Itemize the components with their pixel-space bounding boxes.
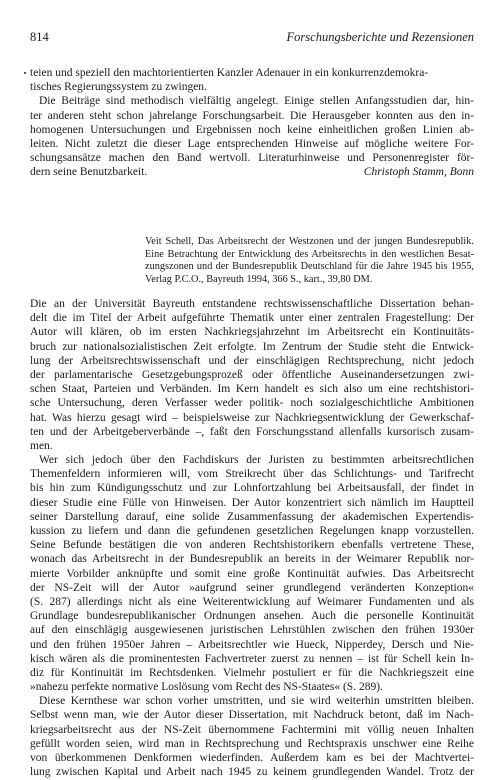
text-line: wonach das Arbeitsrecht in der Bundesrepublik an bereits in der Weimarer Republik nor- [30,553,474,566]
text-line: der parlamentarische Gesetzgebungsprozeß oder öffentliche Auseinandersetzungen zwi- [30,368,474,381]
text-line: diz für Kontinuität im Rechtsdenken. Vielmehr postuliert er für die Nachkriegszeit eine [30,666,474,679]
margin-mark [24,72,26,74]
text-line: gefüllt worden seien, wird man in Rechtsprechung und Rechtspraxis unschwer eine Reihe [30,737,474,750]
reference-line: Verlag P.C.O., Bayreuth 1994, 366 S., kart., 39,80 DM. [145,273,373,285]
text-line: dieser Studie eine Fülle von Hinweisen. Der Autor konzentriert sich nämlich im Hauptteil [30,496,474,509]
reference-line: zungszonen und der Bundesrepublik Deutschland für die Jahre 1945 bis 1955, [145,261,474,273]
text-line: Autor will klären, ob im ersten Nachkriegsjahrzehnt im Arbeitsrecht ein Kontinuitäts- [30,326,474,339]
page-number: 814 [30,30,49,44]
review-body [30,297,474,779]
text-line: der NS-Zeit will der Autor »aufgrund seiner grundlegend veränderten Konzeption« [30,581,474,594]
text-line: ten und der Arbeitgeberverbände –, faßt den Forschungsstand allenfalls kursorisch zusam- [30,425,474,438]
text-line: Selbst wenn man, wie der Autor dieser Dissertation, mit Nachdruck betont, daß im Nach- [30,709,474,722]
text-line: seiner Darstellung darauf, eine solide Zusammenfassung der akademischen Expertendis- [30,510,474,523]
page-header [30,30,474,46]
text-line: sche Untersuchung, deren Verfasser weder politik- noch sozialgeschichtliche Ambitionen [30,397,474,410]
text-line: Seine Befunde bestätigen die von anderen Rechtshistorikern ebenfalls vertretene These, [30,539,474,552]
text-line: homogenen Untersuchungen und Ergebnissen noch keine einheitlichen großen Linien ab- [30,123,474,136]
text-line: mierte Vorbilder anknüpfte und somit eine große Kontinuität aufwies. Das Arbeitsrecht [30,567,474,580]
reviewer-signature: Christoph Stamm, Bonn [363,166,474,179]
text-line: lung zwischen Kapital und Arbeit nach 1945 zu keinem grundlegenden Wandel. Trotz der [30,766,474,779]
text-line: Wer sich jedoch über den Fachdiskurs der Juristen zu bestimmten arbeitsrechtlichen [39,454,474,467]
text-line: Diese Kernthese war schon vorher umstritten, und sie wird weiterhin umstritten bleiben. [39,695,474,708]
text-line: leiten. Nicht zuletzt die dieser Lage entsprechenden Hinweise auf mögliche weitere For- [30,137,474,150]
text-line: Die an der Universität Bayreuth entstandene rechtswissenschaftliche Dissertation behan- [30,298,474,310]
text-line: Die Beiträge sind methodisch vielfältig angelegt. Einige stellen Anfangsstudien dar, hin- [39,95,474,108]
text-line: und den frühen 1950er Jahren – Arbeitsrechtler wie Hueck, Nipperdey, Dersch und Nie- [30,638,474,651]
text-line: lung der Arbeitsrechtswissenschaft und der einschlägigen Rechtsprechung, nicht jedoch [30,354,474,367]
signature-line [30,165,474,179]
text-line: (S. 287) allerdings nicht als eine Weiterentwicklung auf Weimarer Fundamenten und als [30,595,474,608]
text-line: von überkommenen Denkformen wiederfinden. Außerdem kam es bei der Machtvertei- [30,752,474,764]
review-conclusion [30,66,474,180]
text-line: kisch wären als die prominentesten Fachvertreter zuerst zu nennen – ist für Schell kein In- [30,652,474,665]
reference-line: Veit Schell, Das Arbeitsrecht der Westzonen und der jungen Bundesrepublik. [145,236,474,247]
text-line: ter anderen steht schon jahrelange Forschungsarbeit. Die Herausgeber konnten aus den in- [30,109,474,122]
reference-line: Eine Betrachtung der Entwicklung des Arbeitsrechts in den westlichen Besat- [145,248,474,260]
text-line: hat. Was hierzu gesagt wird – beispielsweise zur Nachkriegsentwicklung der Gewerkschaf- [30,411,474,424]
book-reference [145,236,474,286]
text-line: »nahezu perfekte normative Loslösung vom Recht des NS-Staates« (S. 289). [30,681,383,694]
text-line: bruch zur nationalsozialistischen Zeit erfolgte. Im Zentrum der Studie steht die Entwick- [30,340,474,353]
text-line: dern seine Benutzbarkeit. [30,166,148,179]
text-line: tisches Regierungssystem zu zwingen. [30,81,207,94]
text-line: schen Staat, Parteien und Verbänden. Im Kern handelt es sich also um eine rechtshistori- [30,383,474,396]
text-line: kriegsarbeitsrecht aus der NS-Zeit übernommene Fachtermini mit völlig neuen Inhalten [30,723,474,736]
text-line: Themenfeldern informieren will, vom Streikrecht über das Schlichtungs- und Tarifrecht [30,468,474,481]
text-line: teien und speziell den machtorientierten Kanzler Adenauer in ein konkurrenzdemokra- [30,67,429,79]
text-line: bis hin zum Kündigungsschutz und zur Lohnfortzahlung bei Arbeitsausfall, der findet in [30,482,474,495]
text-line: delt die im Titel der Arbeit aufgeführte Thematik unter einer zentralen Fragestellung: Der [30,312,474,325]
text-line: schungsansätze machen den Band wertvoll. Literaturhinweise und Personenregister för- [30,152,474,165]
text-line: men. [30,439,53,452]
text-line: Grundlage bundesrepublikanischer Ordnungen ansehen. Auch die personelle Kontinuität [30,610,474,623]
text-line: kussion zu liefern und dann die gefundenen gesetzlichen Regelungen knapp vorzustellen. [30,525,474,537]
text-line: auf den einschlägig ausgewiesenen juristischen Lehrstühlen zwischen den frühen 1930er [30,624,474,637]
running-title: Forschungsberichte und Rezensionen [286,30,474,44]
